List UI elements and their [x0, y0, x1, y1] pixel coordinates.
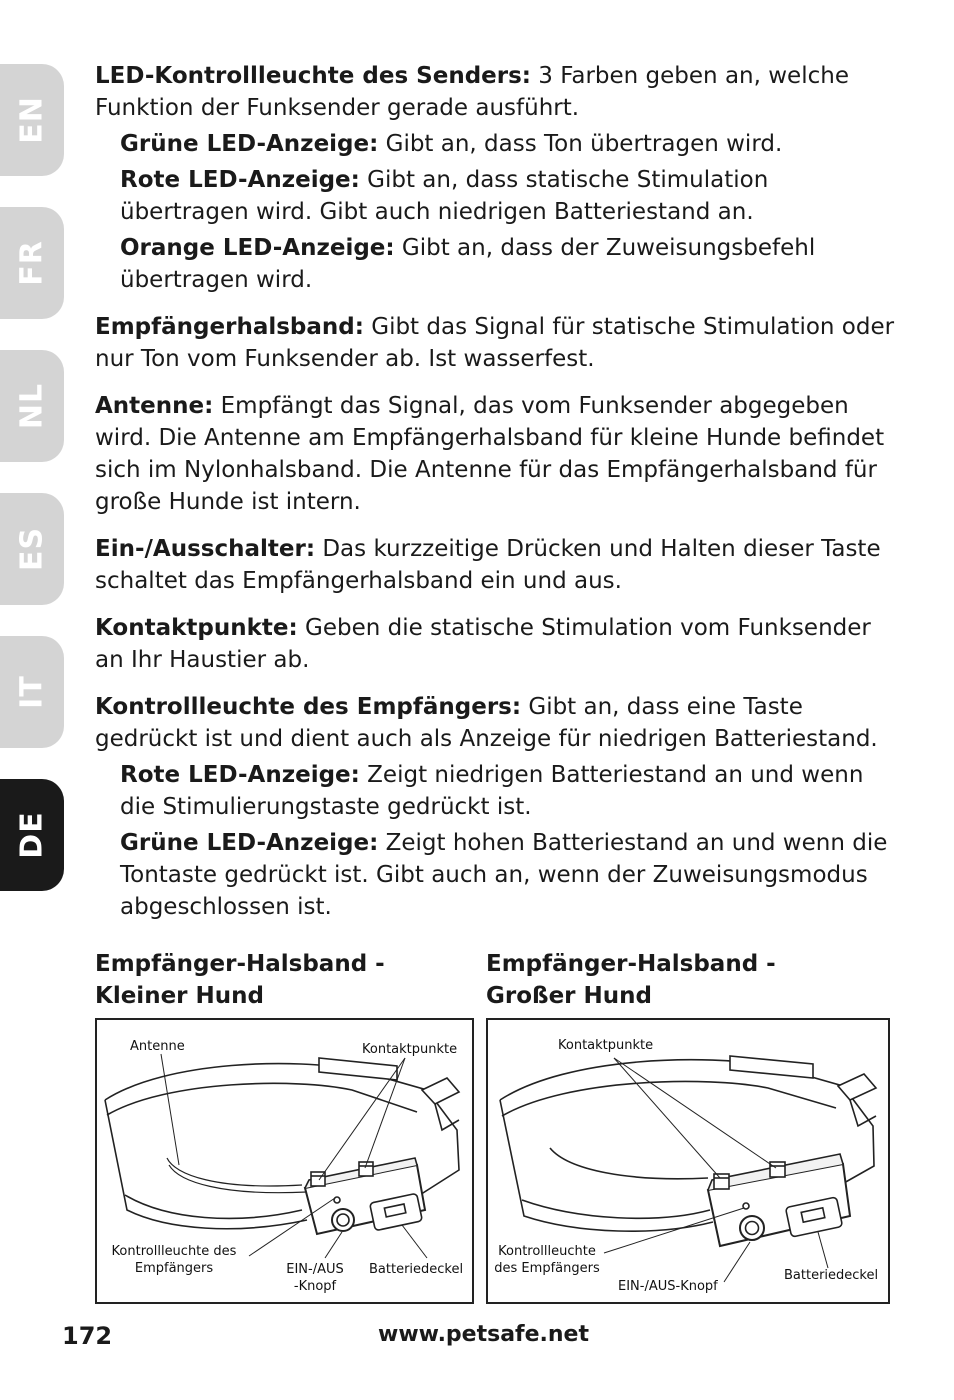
description: Empfängt das Signal, das vom Funksender abgegeben wird. Die Antenne am Empfängerhalsband für kleine Hunde befindet sich im Nylonhalsband. Die Antenne für das Empfängerhalsband für große Hunde ist intern. [95, 393, 885, 515]
description: Das kurzzeitige Drücken und Halten dieser Taste schaltet das Empfängerhalsband ein und aus. [95, 536, 881, 594]
label-on-off-button [273, 1261, 357, 1295]
term: Orange LED-Anzeige: [120, 235, 395, 261]
paragraph-receiver-collar [95, 311, 895, 375]
tab-en[interactable] [0, 64, 64, 176]
label-receiver-led [109, 1243, 239, 1277]
term: Empfängerhalsband: [95, 314, 364, 340]
term: Rote LED-Anzeige: [120, 762, 360, 788]
description: Gibt das Signal für statische Stimulation oder nur Ton vom Funksender ab. Ist wasserfest. [95, 314, 895, 372]
label-line: Empfängers [134, 1261, 214, 1276]
tab-label: DE [14, 811, 50, 859]
term: Kontaktpunkte: [95, 615, 298, 641]
term: Rote LED-Anzeige: [120, 167, 360, 193]
label-receiver-led [492, 1243, 602, 1277]
paragraph-orange-led [120, 232, 895, 296]
label-line: des Empfängers [494, 1261, 600, 1276]
label-line: -Knopf [293, 1279, 337, 1294]
title-line: Empfänger-Halsband - [486, 951, 776, 977]
tab-es[interactable] [0, 493, 64, 605]
main-content [95, 60, 895, 938]
label-on-off-button: EIN-/AUS-Knopf [618, 1279, 718, 1294]
label-line: Kontrollleuchte des [111, 1244, 237, 1259]
description: Zeigt hohen Batteriestand an und wenn die Tontaste gedrückt ist. Gibt auch an, wenn der Zuweisungsmodus abgeschlossen ist. [120, 830, 888, 920]
tab-label: EN [14, 96, 50, 144]
tab-label: ES [14, 526, 50, 572]
paragraph-contact-points [95, 612, 895, 676]
figure-title-small-dog [95, 948, 455, 1012]
description: Gibt an, dass eine Taste gedrückt ist und dient auch als Anzeige für niedrigen Batteriestand. [95, 694, 878, 752]
term: Grüne LED-Anzeige: [120, 830, 379, 856]
paragraph-on-off-switch [95, 533, 895, 597]
figure-large-dog-collar [486, 1018, 890, 1304]
description: Gibt an, dass der Zuweisungsbefehl übertragen wird. [120, 235, 816, 293]
title-line: Kleiner Hund [95, 983, 264, 1009]
paragraph-sender-led [95, 60, 895, 124]
tab-label: IT [14, 675, 50, 709]
paragraph-receiver-green-led [120, 827, 895, 923]
tab-de[interactable] [0, 779, 64, 891]
description: 3 Farben geben an, welche Funktion der Funksender gerade ausführt. [95, 63, 849, 121]
term: LED-Kontrollleuchte des Senders: [95, 63, 531, 89]
description: Gibt an, dass Ton übertragen wird. [378, 131, 783, 157]
website-url[interactable]: www.petsafe.net [378, 1322, 589, 1347]
tab-nl[interactable] [0, 350, 64, 462]
paragraph-green-led [120, 128, 895, 160]
tab-label: NL [14, 382, 50, 430]
label-battery-cover: Batteriedeckel [369, 1262, 464, 1277]
paragraph-red-led [120, 164, 895, 228]
tab-fr[interactable] [0, 207, 64, 319]
term: Grüne LED-Anzeige: [120, 131, 379, 157]
figure-title-large-dog [486, 948, 846, 1012]
title-line: Empfänger-Halsband - [95, 951, 385, 977]
paragraph-receiver-red-led [120, 759, 895, 823]
label-line: EIN-/AUS [286, 1262, 344, 1277]
term: Kontrollleuchte des Empfängers: [95, 694, 522, 720]
label-contact-points: Kontaktpunkte [558, 1038, 654, 1053]
page-number: 172 [62, 1322, 113, 1350]
description: Gibt an, dass statische Stimulation übertragen wird. Gibt auch niedrigen Batteriestand an. [120, 167, 769, 225]
label-line: Kontrollleuchte [498, 1244, 596, 1259]
description: Zeigt niedrigen Batteriestand an und wenn die Stimulierungstaste gedrückt ist. [120, 762, 864, 820]
paragraph-antenna [95, 390, 895, 518]
term: Antenne: [95, 393, 214, 419]
label-antenna: Antenne [130, 1039, 185, 1054]
label-battery-cover: Batteriedeckel [784, 1268, 879, 1283]
description: Geben die statische Stimulation vom Funksender an Ihr Haustier ab. [95, 615, 871, 673]
tab-label: FR [14, 240, 50, 286]
tab-it[interactable] [0, 636, 64, 748]
title-line: Großer Hund [486, 983, 652, 1009]
figure-small-dog-collar [95, 1018, 474, 1304]
paragraph-receiver-led [95, 691, 895, 755]
term: Ein-/Ausschalter: [95, 536, 316, 562]
label-contact-points: Kontaktpunkte [362, 1042, 458, 1057]
